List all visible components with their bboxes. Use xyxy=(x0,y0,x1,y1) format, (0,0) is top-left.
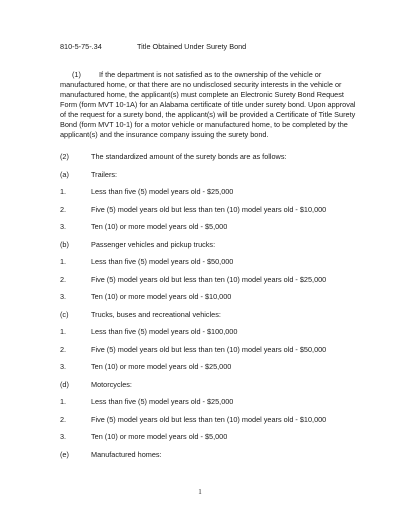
paragraph-number: (1) xyxy=(72,70,81,79)
list-item-label: 1. xyxy=(60,257,67,266)
list-item-text: Ten (10) or more model years old - $5,000 xyxy=(91,222,228,231)
intro-paragraph xyxy=(60,70,360,140)
list-item-text: Trucks, buses and recreational vehicles: xyxy=(91,309,221,319)
list-item xyxy=(60,222,227,232)
section-title: Title Obtained Under Surety Bond xyxy=(137,42,247,51)
list-item-label: 1. xyxy=(60,327,67,336)
list-item xyxy=(60,275,326,285)
list-item-label: (d) xyxy=(60,379,69,389)
list-item xyxy=(60,380,132,390)
list-item-text: Ten (10) or more model years old - $5,000 xyxy=(91,432,228,441)
list-item-label: 3. xyxy=(60,362,67,371)
list-item xyxy=(60,240,215,250)
page-number: 1 xyxy=(198,488,202,496)
list-item xyxy=(60,152,287,162)
list-item-text: Less than five (5) model years old - $100,000 xyxy=(91,327,238,336)
list-item-label: (2) xyxy=(60,152,69,161)
list-item-label: (b) xyxy=(60,239,69,249)
list-item xyxy=(60,187,233,197)
list-item xyxy=(60,450,162,460)
list-item-text: Less than five (5) model years old - $50,000 xyxy=(91,257,234,266)
list-item-label: 1. xyxy=(60,187,67,196)
paragraph-text: If the department is not satisfied as to the ownership of the vehicle or manufactured home, or that there are no undisclosed security interests in the vehicle or manufactured home, the applicant(s) must complete an Electronic Surety Bond Request Form (form MVT 10-1A) for an Alabama certificate of title under surety bond. Upon approval of the request for a surety bond, the applicant(s) will be provided a Certificate of Title Surety Bond (form MVT 10-1) for a motor vehicle or manufactured home, to be completed by the applicant(s) and the insurance company issuing the surety bond. xyxy=(60,70,356,139)
list-item-label: 3. xyxy=(60,222,67,231)
list-item-label: 2. xyxy=(60,274,67,284)
list-item-text: Less than five (5) model years old - $25,000 xyxy=(91,397,234,406)
list-item-text: Five (5) model years old but less than ten (10) model years old - $25,000 xyxy=(91,274,327,284)
list-item-label: 1. xyxy=(60,397,67,406)
list-item xyxy=(60,292,231,302)
list-item-label: 3. xyxy=(60,432,67,441)
list-item-text: Less than five (5) model years old - $25,000 xyxy=(91,187,234,196)
list-item xyxy=(60,345,326,355)
section-number: 810-5-75-.34 xyxy=(60,42,102,51)
list-item-text: Motorcycles: xyxy=(91,379,132,389)
list-item xyxy=(60,397,233,407)
list-item xyxy=(60,257,233,267)
list-item xyxy=(60,170,117,180)
list-item-label: (e) xyxy=(60,449,69,459)
list-item-text: Ten (10) or more model years old - $10,000 xyxy=(91,292,232,301)
list-item-text: The standardized amount of the surety bonds are as follows: xyxy=(91,152,287,161)
list-item-text: Ten (10) or more model years old - $25,000 xyxy=(91,362,232,371)
list-item-label: 2. xyxy=(60,344,67,354)
list-item xyxy=(60,415,326,425)
list-item-text: Five (5) model years old but less than ten (10) model years old - $10,000 xyxy=(91,414,327,424)
list-item-text: Trailers: xyxy=(91,169,118,179)
section-heading xyxy=(60,42,246,51)
list-item-label: (a) xyxy=(60,169,69,179)
list-item xyxy=(60,362,231,372)
list-item-text: Five (5) model years old but less than ten (10) model years old - $10,000 xyxy=(91,204,327,214)
list-item-text: Passenger vehicles and pickup trucks: xyxy=(91,239,216,249)
list-item-label: 2. xyxy=(60,414,67,424)
list-item xyxy=(60,205,326,215)
list-item xyxy=(60,310,221,320)
list-item-label: (c) xyxy=(60,309,69,319)
list-item-label: 3. xyxy=(60,292,67,301)
list-item-label: 2. xyxy=(60,204,67,214)
list-item-text: Manufactured homes: xyxy=(91,449,162,459)
list-item-text: Five (5) model years old but less than ten (10) model years old - $50,000 xyxy=(91,344,327,354)
list-item xyxy=(60,327,237,337)
list-item xyxy=(60,432,227,442)
